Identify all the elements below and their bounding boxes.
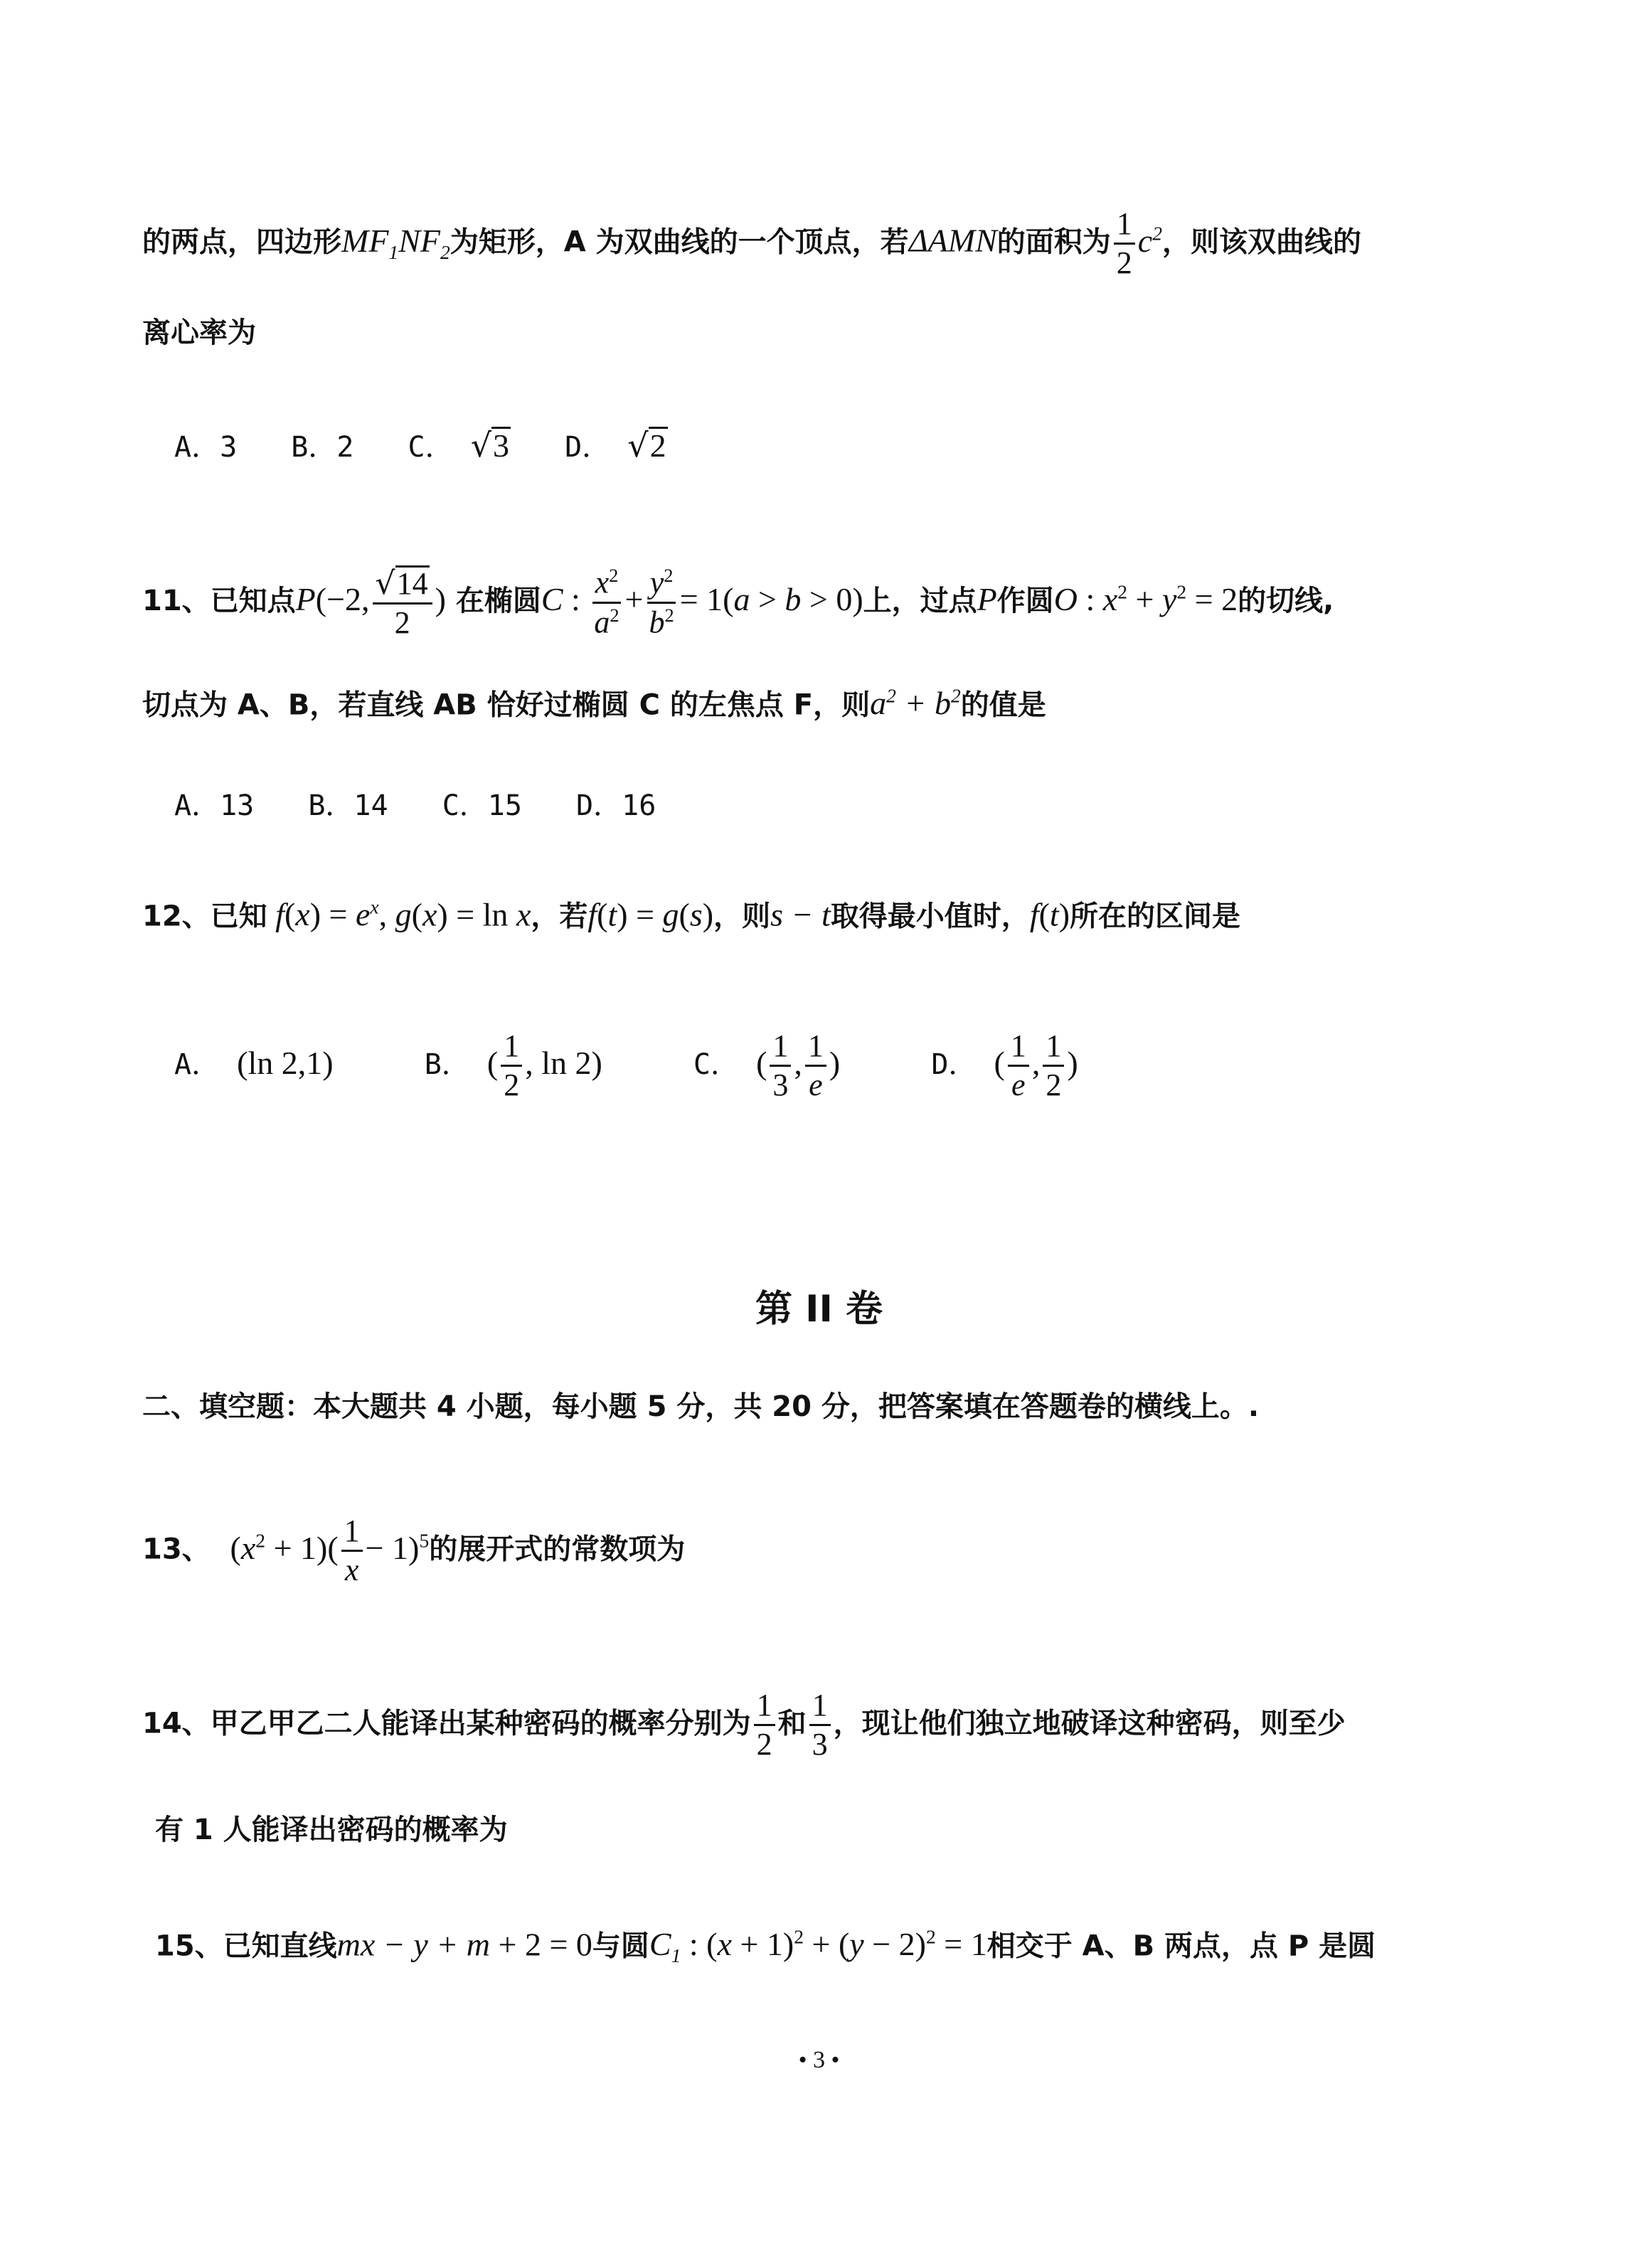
q11-line-1: 11、已知点P(−2, $\frac{√14}{2}$ ) 在椭圆C : $\frac{x^2}{a^2}$ + $\frac{y^2}{b^2}$ = 1(a > b > 0)上，过点P作圆O : $x^2 + y^2 = 2$的切线, xyxy=(142,564,1334,641)
q11-p: P xyxy=(977,581,997,618)
q12-option-b: B． ( $\frac{1}{2}$ , ln 2) xyxy=(424,1028,602,1103)
q12-text-4: 取得最小值时， xyxy=(830,900,1030,933)
q12-line-1: 12、已知 $f(x) = e^x$, g(x) = ln x，若f(t) = g(s)，则s − t取得最小值时，f(t)所在的区间是 xyxy=(142,896,1241,933)
q11-text-1: 已知点 xyxy=(210,585,296,618)
q14-and: 和 xyxy=(777,1707,807,1740)
q12-option-a: A． (ln 2,1) xyxy=(174,1044,334,1081)
q12-functions: f xyxy=(267,896,284,933)
q12-s-minus-t: s − t xyxy=(770,896,831,933)
q15-circle: $C_1$ xyxy=(649,1926,681,1967)
q10-quadrilateral: $MF_1NF_2$ xyxy=(341,222,450,263)
q10-text-a: 的两点，四边形 xyxy=(142,225,341,259)
q15-number: 15、 xyxy=(155,1929,223,1963)
q11-line-2 xyxy=(142,686,1046,720)
q10-half-fraction: $\frac{1}{2}$ xyxy=(1114,208,1135,279)
q11-point-fraction: $\frac{√14}{2}$ xyxy=(373,565,432,639)
q11-option-c: C．15 xyxy=(442,789,522,822)
q11-x-frac: $\frac{x^2}{a^2}$ xyxy=(591,566,622,639)
q13-text: 的展开式的常数项为 xyxy=(429,1533,686,1566)
q12-condition: f xyxy=(587,896,597,933)
q11-option-d: D．16 xyxy=(576,789,656,822)
q11-text-7: 的值是 xyxy=(960,688,1046,722)
q11-text-5: 的切线, xyxy=(1238,585,1334,618)
q11-expr: $a^2 + b^2$ xyxy=(870,685,961,722)
q10-text-c: 的面积为 xyxy=(996,225,1111,259)
q12-option-d: D． ( $\frac{1}{e}$ , $\frac{1}{2}$ ) xyxy=(931,1028,1078,1103)
q11-ellipse: C xyxy=(541,581,563,618)
section-heading: 第 II 卷 xyxy=(755,1288,883,1331)
q12-text-2: ，若 xyxy=(531,900,588,933)
q13-expression: $(x^2 + 1)$( xyxy=(230,1529,339,1566)
q15-text-2: 与圆 xyxy=(592,1929,649,1963)
q13-number: 13、 xyxy=(142,1533,211,1566)
q10-text-b: 为矩形，A 为双曲线的一个顶点，若 xyxy=(450,225,909,259)
q11-text-2: 在椭圆 xyxy=(455,585,541,618)
q14-number: 14、 xyxy=(142,1707,211,1740)
q12-option-c: C． ( $\frac{1}{3}$ , $\frac{1}{e}$ ) xyxy=(693,1028,841,1103)
q15-text-1: 已知直线 xyxy=(223,1929,337,1963)
q13-line: 13、 $(x^2 + 1)$( $\frac{1}{x}$ − 1)$^5$的展开式的常数项为 xyxy=(142,1513,686,1588)
q11-number: 11、 xyxy=(142,585,211,618)
q12-f-t: f xyxy=(1029,896,1039,933)
q10-options xyxy=(174,427,668,463)
q14-text-2: ，现让他们独立地破译这种密码，则至少 xyxy=(833,1707,1346,1740)
q11-text-6: 切点为 A、B，若直线 AB 恰好过椭圆 C 的左焦点 F，则 xyxy=(142,688,871,722)
q10-line-1 xyxy=(142,208,1361,279)
q15-line: 15、已知直线mx − y + m + 2 = 0与圆$C_1$ : $(x + 1)^2 + (y - 2)^2 = 1$相交于 A、B 两点，点 P 是圆 xyxy=(155,1926,1376,1967)
q15-line-equation: mx − y + m xyxy=(336,1926,491,1963)
q14-frac-third: $\frac{1}{3}$ xyxy=(809,1689,831,1761)
q11-point: P xyxy=(295,581,316,618)
q11-circle: O xyxy=(1053,581,1078,618)
q12-text-1: 已知 xyxy=(210,900,267,933)
q12-options xyxy=(174,1030,1078,1102)
page-number: • 3 • xyxy=(798,2047,840,2073)
section-2-instructions: 二、填空题：本大题共 4 小题，每小题 5 分，共 20 分，把答案填在答题卷的横线上。. xyxy=(142,1390,1260,1423)
q12-text-3: ，则 xyxy=(713,900,771,933)
q11-option-a: A．13 xyxy=(174,789,255,822)
q14-text-1: 甲乙甲乙二人能译出某种密码的概率分别为 xyxy=(210,1707,751,1740)
q10-triangle: ΔAMN xyxy=(908,222,997,259)
q11-text-3: 上，过点 xyxy=(863,585,977,618)
q10-text-d: ，则该双曲线的 xyxy=(1162,225,1362,259)
q12-number: 12、 xyxy=(142,900,211,933)
q11-y-frac: $\frac{y^2}{b^2}$ xyxy=(646,566,676,639)
q14-frac-half: $\frac{1}{2}$ xyxy=(754,1689,775,1761)
q12-text-5: 所在的区间是 xyxy=(1070,900,1241,933)
q10-option-c: C． √3 xyxy=(408,426,510,464)
q11-text-4: 作圆 xyxy=(996,585,1054,618)
q14-line-1 xyxy=(142,1689,1346,1761)
q11-options xyxy=(174,789,656,822)
q14-line-2: 有 1 人能译出密码的概率为 xyxy=(155,1814,508,1846)
q11-option-b: B．14 xyxy=(308,789,388,822)
q10-c-squared: $c^2$ xyxy=(1137,222,1163,259)
q10-line-2: 离心率为 xyxy=(142,316,256,349)
q10-option-b: B．2 xyxy=(291,431,354,464)
q10-option-a: A．3 xyxy=(174,431,238,464)
q15-text-3: 相交于 A、B 两点，点 P 是圆 xyxy=(986,1929,1376,1963)
q10-option-d: D． √2 xyxy=(565,426,666,464)
